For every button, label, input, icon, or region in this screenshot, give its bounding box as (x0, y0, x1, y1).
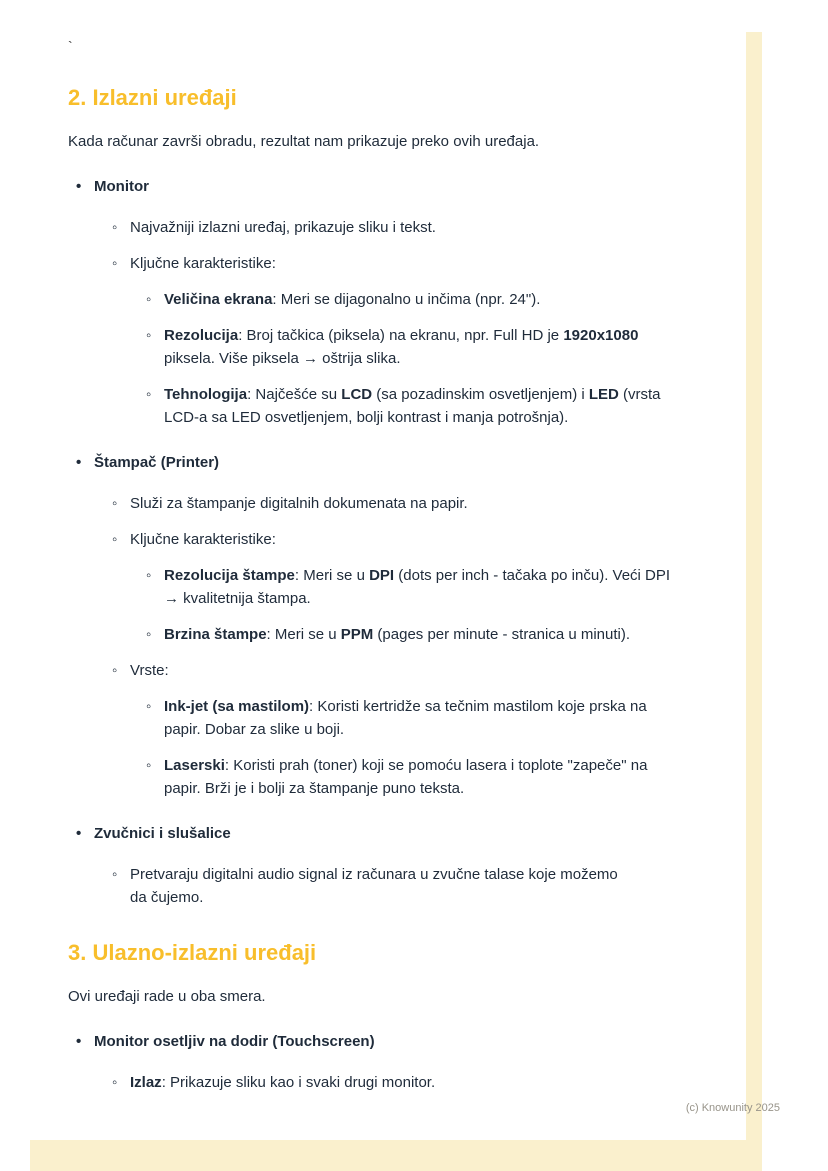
text-content: Štampač (Printer) (94, 454, 220, 471)
text-content: Laserski: Koristi prah (toner) koji se pomoću lasera i toplote "zapeče" na papir. Brži je i bolji za štampanje puno teksta. (164, 757, 648, 797)
list-item-level-2 (68, 863, 720, 909)
bullet-circle-icon: ◦ (146, 386, 152, 403)
list-item-level-2 (68, 1071, 720, 1094)
list-item-level-3 (68, 754, 720, 800)
list-item-level-3 (68, 623, 720, 646)
text-content: Izlaz: Prikazuje sliku kao i svaki drugi monitor. (130, 1074, 436, 1091)
bullet-circle-icon: ◦ (146, 327, 152, 344)
bullet-circle-icon: ◦ (112, 662, 118, 679)
list-item-level-1 (68, 1030, 720, 1053)
bullet-circle-icon: ◦ (112, 1074, 118, 1091)
text-content: Ključne karakteristike: (130, 255, 276, 272)
bullet-circle-icon: ◦ (112, 866, 118, 883)
list-item-level-3 (68, 288, 720, 311)
list-item-level-2 (68, 216, 720, 239)
paragraph (68, 985, 720, 1008)
stray-backtick-char: ` (68, 38, 73, 54)
bullet-circle-icon: ◦ (112, 531, 118, 548)
list-item-level-2 (68, 252, 720, 275)
bullet-circle-icon: ◦ (112, 495, 118, 512)
document-blocks (68, 84, 720, 1094)
text-content: Veličina ekrana: Meri se dijagonalno u inčima (npr. 24"). (164, 291, 541, 308)
list-item-level-2 (68, 492, 720, 515)
list-item-level-3 (68, 695, 720, 741)
paragraph (68, 130, 720, 153)
bullet-circle-icon: ◦ (146, 757, 152, 774)
document-sheet (30, 32, 746, 1140)
list-item-level-2 (68, 528, 720, 551)
list-item-level-3 (68, 564, 720, 610)
bullet-circle-icon: ◦ (146, 698, 152, 715)
list-item-level-3 (68, 324, 720, 370)
text-content: 2. Izlazni uređaji (68, 85, 237, 110)
text-content: Kada računar završi obradu, rezultat nam prikazuje preko ovih uređaja. (68, 133, 540, 150)
text-content: Vrste: (130, 662, 169, 679)
document-content (30, 32, 720, 1094)
text-content: Rezolucija: Broj tačkica (piksela) na ekranu, npr. Full HD je 1920x1080 piksela. Više piksela → oštrija slika. (164, 327, 639, 367)
text-content: Rezolucija štampe: Meri se u DPI (dots per inch - tačaka po inču). Veći DPI → kvalitetnija štampa. (164, 567, 671, 607)
text-content: Ovi uređaji rade u oba smera. (68, 988, 266, 1005)
text-content: Pretvaraju digitalni audio signal iz računara u zvučne talase koje možemo da čujemo. (130, 866, 618, 906)
text-content: Zvučnici i slušalice (94, 825, 231, 842)
text-content: Ink-jet (sa mastilom): Koristi kertridže sa tečnim mastilom koje prska na papir. Dobar za slike u boji. (164, 698, 647, 738)
copyright-watermark: (c) Knowunity 2025 (685, 1102, 780, 1114)
bullet-disc-icon: • (76, 454, 82, 471)
list-item-level-3 (68, 383, 720, 429)
text-content: Služi za štampanje digitalnih dokumenata na papir. (130, 495, 468, 512)
text-content: Monitor (94, 178, 149, 195)
list-item-level-1 (68, 822, 720, 845)
bullet-disc-icon: • (76, 178, 82, 195)
text-content: Monitor osetljiv na dodir (Touchscreen) (94, 1033, 375, 1050)
list-item-level-1 (68, 451, 720, 474)
list-item-level-2 (68, 659, 720, 682)
bullet-circle-icon: ◦ (112, 255, 118, 272)
bullet-circle-icon: ◦ (146, 567, 152, 584)
bullet-circle-icon: ◦ (146, 291, 152, 308)
section-heading (68, 939, 720, 967)
section-heading (68, 84, 720, 112)
text-content: 3. Ulazno-izlazni uređaji (68, 940, 317, 965)
bullet-circle-icon: ◦ (112, 219, 118, 236)
bullet-disc-icon: • (76, 825, 82, 842)
text-content: Brzina štampe: Meri se u PPM (pages per minute - stranica u minuti). (164, 626, 631, 643)
text-content: Tehnologija: Najčešće su LCD (sa pozadinskim osvetljenjem) i LED (vrsta LCD-a sa LED osvetljenjem, bolji kontrast i manja potrošnja). (164, 386, 661, 426)
bullet-circle-icon: ◦ (146, 626, 152, 643)
list-item-level-1 (68, 175, 720, 198)
bullet-disc-icon: • (76, 1033, 82, 1050)
text-content: Ključne karakteristike: (130, 531, 276, 548)
text-content: Najvažniji izlazni uređaj, prikazuje sliku i tekst. (130, 219, 436, 236)
